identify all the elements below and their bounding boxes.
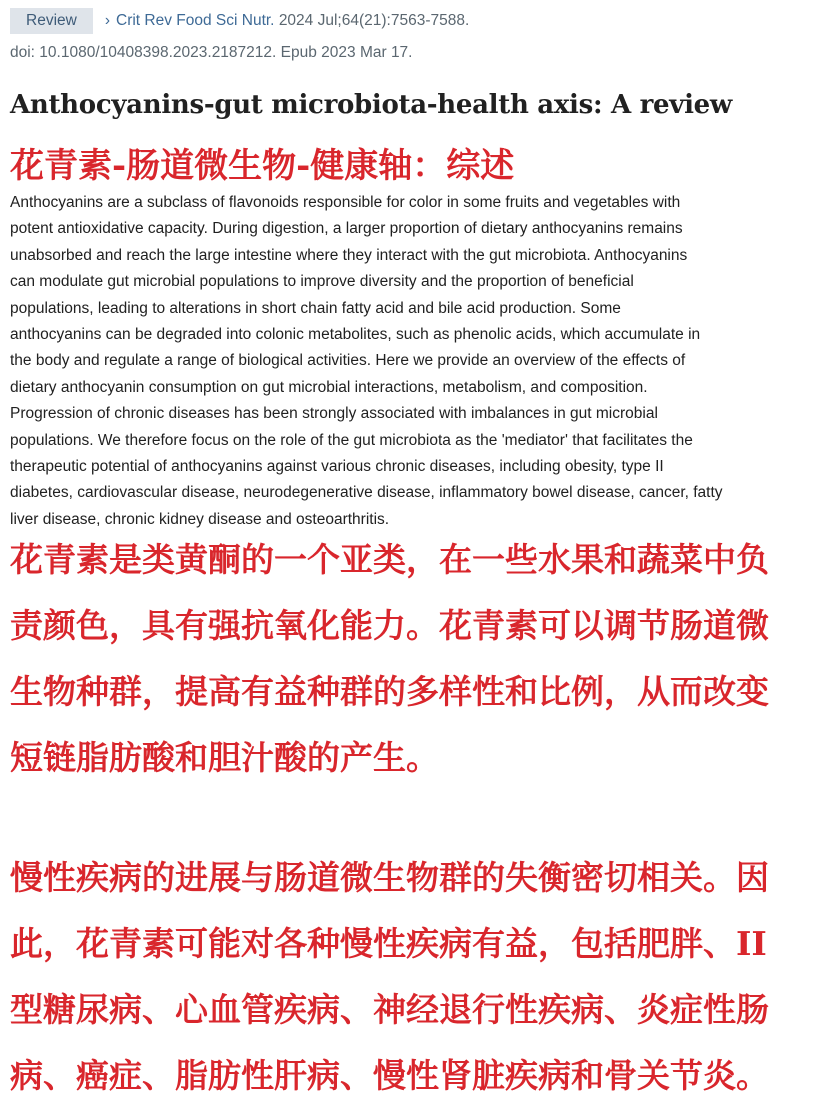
abstract-line: populations. We therefore focus on the role of the gut microbiota as the 'mediator' that facilitates the [10, 431, 693, 449]
review-badge: Review [10, 8, 93, 34]
doi-line: doi: 10.1080/10408398.2023.2187212. Epub 2023 Mar 17. [10, 44, 413, 61]
cn-line: 病、癌症、脂肪性肝病、慢性肾脏疾病和骨关节炎。 [10, 1056, 769, 1095]
cn-line: 慢性疾病的进展与肠道微生物群的失衡密切相关。因 [10, 858, 769, 897]
cn-line: 短链脂肪酸和胆汁酸的产生。 [10, 738, 439, 777]
abstract-line: unabsorbed and reach the large intestine where they interact with the gut microbiota. Anthocyanins [10, 246, 688, 264]
cn-line: 生物种群，提高有益种群的多样性和比例，从而改变 [10, 672, 769, 711]
citation-line [10, 8, 469, 34]
abstract-line: the body and regulate a range of biological activities. Here we provide an overview of the effects of [10, 352, 686, 370]
abstract-line: potent antioxidative capacity. During digestion, a larger proportion of dietary anthocyanins remains [10, 220, 683, 238]
abstract-line: anthocyanins can be degraded into colonic metabolites, such as phenolic acids, which accumulate in [10, 326, 701, 344]
cn-line: 花青素是类黄酮的一个亚类，在一些水果和蔬菜中负 [10, 540, 769, 579]
cn-line: 型糖尿病、心血管疾病、神经退行性疾病、炎症性肠 [10, 990, 769, 1029]
abstract [10, 190, 810, 533]
journal-link[interactable]: Crit Rev Food Sci Nutr. [116, 12, 275, 29]
abstract-line: Anthocyanins are a subclass of flavonoids responsible for color in some fruits and vegetables with [10, 194, 681, 211]
abstract-line: liver disease, chronic kidney disease and osteoarthritis. [10, 510, 390, 528]
cn-line: 责颜色，具有强抗氧化能力。花青素可以调节肠道微 [10, 606, 769, 645]
abstract-line: therapeutic potential of anthocyanins against various chronic diseases, including obesity, type II [10, 458, 664, 476]
abstract-line: diabetes, cardiovascular disease, neurodegenerative disease, inflammatory bowel disease, cancer, fatty [10, 484, 723, 502]
cn-line: 此，花青素可能对各种慢性疾病有益，包括肥胖、II [10, 924, 767, 963]
issue-info: 2024 Jul;64(21):7563-7588. [278, 12, 470, 29]
abstract-line: can modulate gut microbial populations to improve diversity and the proportion of beneficial [10, 273, 634, 291]
abstract-line: populations, leading to alterations in short chain fatty acid and bile acid production. Some [10, 299, 621, 317]
chinese-summary-1 [10, 527, 810, 791]
article-title-chinese: 花青素-肠道微生物-健康轴：综述 [10, 146, 515, 186]
abstract-line: dietary anthocyanin consumption on gut microbial interactions, metabolism, and composition. [10, 378, 648, 396]
chinese-summary-2 [10, 845, 810, 1109]
abstract-line: Progression of chronic diseases has been strongly associated with imbalances in gut microbial [10, 405, 658, 423]
chevron-right-icon: › [104, 12, 110, 29]
article-title: Anthocyanins-gut microbiota-health axis: A review [10, 90, 732, 120]
